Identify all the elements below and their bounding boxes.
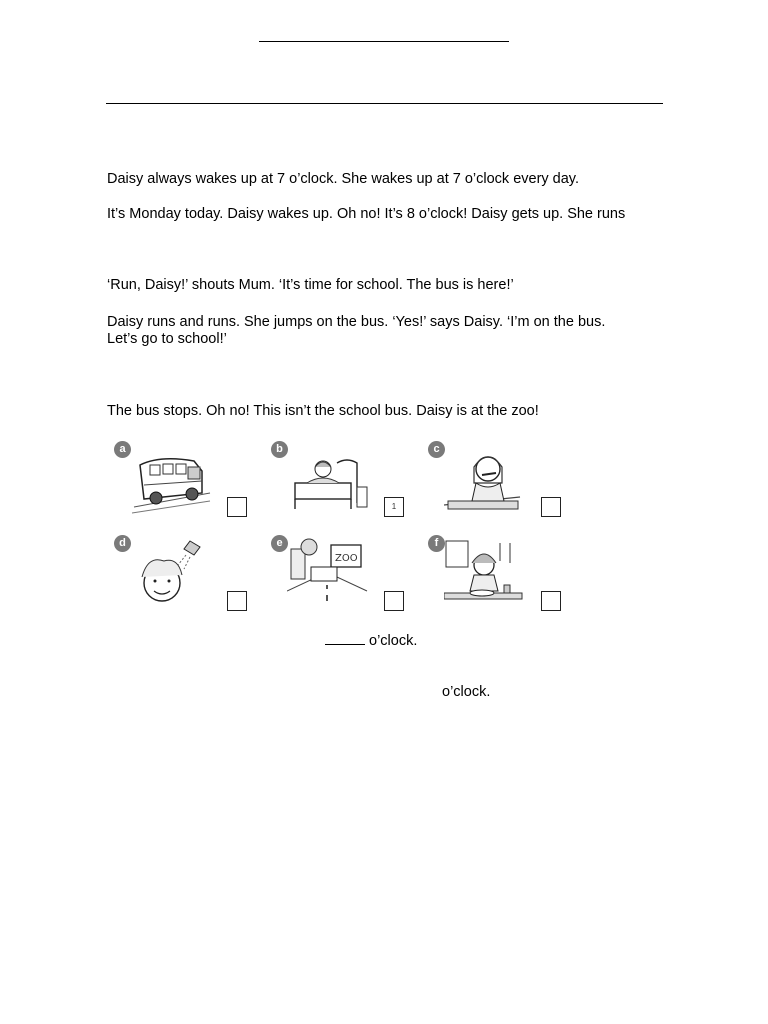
paragraph-4-line-1: Daisy runs and runs. She jumps on the bus. ‘Yes!’ says Daisy. ‘I’m on the bus. bbox=[107, 314, 606, 330]
picture-a bbox=[112, 437, 262, 523]
picture-f bbox=[426, 531, 576, 617]
badge-c: c bbox=[428, 441, 445, 458]
question-2 bbox=[442, 684, 490, 700]
picture-e bbox=[269, 531, 419, 617]
badge-e: e bbox=[271, 535, 288, 552]
answer-box-e[interactable] bbox=[384, 591, 404, 611]
answer-box-a[interactable] bbox=[227, 497, 247, 517]
answer-box-b[interactable]: 1 bbox=[384, 497, 404, 517]
badge-f: f bbox=[428, 535, 445, 552]
name-line bbox=[259, 41, 509, 42]
picture-b bbox=[269, 437, 419, 523]
picture-d bbox=[112, 531, 262, 617]
bed-icon bbox=[287, 443, 369, 517]
answer-blank-1[interactable] bbox=[325, 632, 365, 645]
badge-d: d bbox=[114, 535, 131, 552]
badge-b: b bbox=[271, 441, 288, 458]
brushing-teeth-icon bbox=[444, 443, 526, 517]
question-1-suffix: o’clock. bbox=[369, 633, 418, 649]
paragraph-2: It’s Monday today. Daisy wakes up. Oh no! It’s 8 o’clock! Daisy gets up. She runs bbox=[107, 206, 626, 222]
answer-box-d[interactable] bbox=[227, 591, 247, 611]
school-bus-icon bbox=[130, 443, 212, 517]
paragraph-1: Daisy always wakes up at 7 o’clock. She wakes up at 7 o’clock every day. bbox=[107, 171, 580, 187]
question-2-suffix: o’clock. bbox=[442, 684, 491, 700]
answer-box-c[interactable] bbox=[541, 497, 561, 517]
paragraph-4-line-2: Let’s go to school!’ bbox=[107, 331, 227, 347]
breakfast-icon bbox=[444, 537, 526, 611]
title-line bbox=[106, 103, 663, 104]
paragraph-3: ‘Run, Daisy!’ shouts Mum. ‘It’s time for school. The bus is here!’ bbox=[107, 277, 514, 293]
zoo-street-icon bbox=[287, 537, 369, 611]
picture-grid bbox=[112, 437, 572, 617]
picture-c bbox=[426, 437, 576, 523]
shower-icon bbox=[130, 537, 212, 611]
svg-text:ZOO: ZOO bbox=[335, 553, 358, 564]
badge-a: a bbox=[114, 441, 131, 458]
question-1 bbox=[325, 632, 417, 649]
paragraph-5: The bus stops. Oh no! This isn’t the school bus. Daisy is at the zoo! bbox=[107, 403, 539, 419]
answer-box-f[interactable] bbox=[541, 591, 561, 611]
